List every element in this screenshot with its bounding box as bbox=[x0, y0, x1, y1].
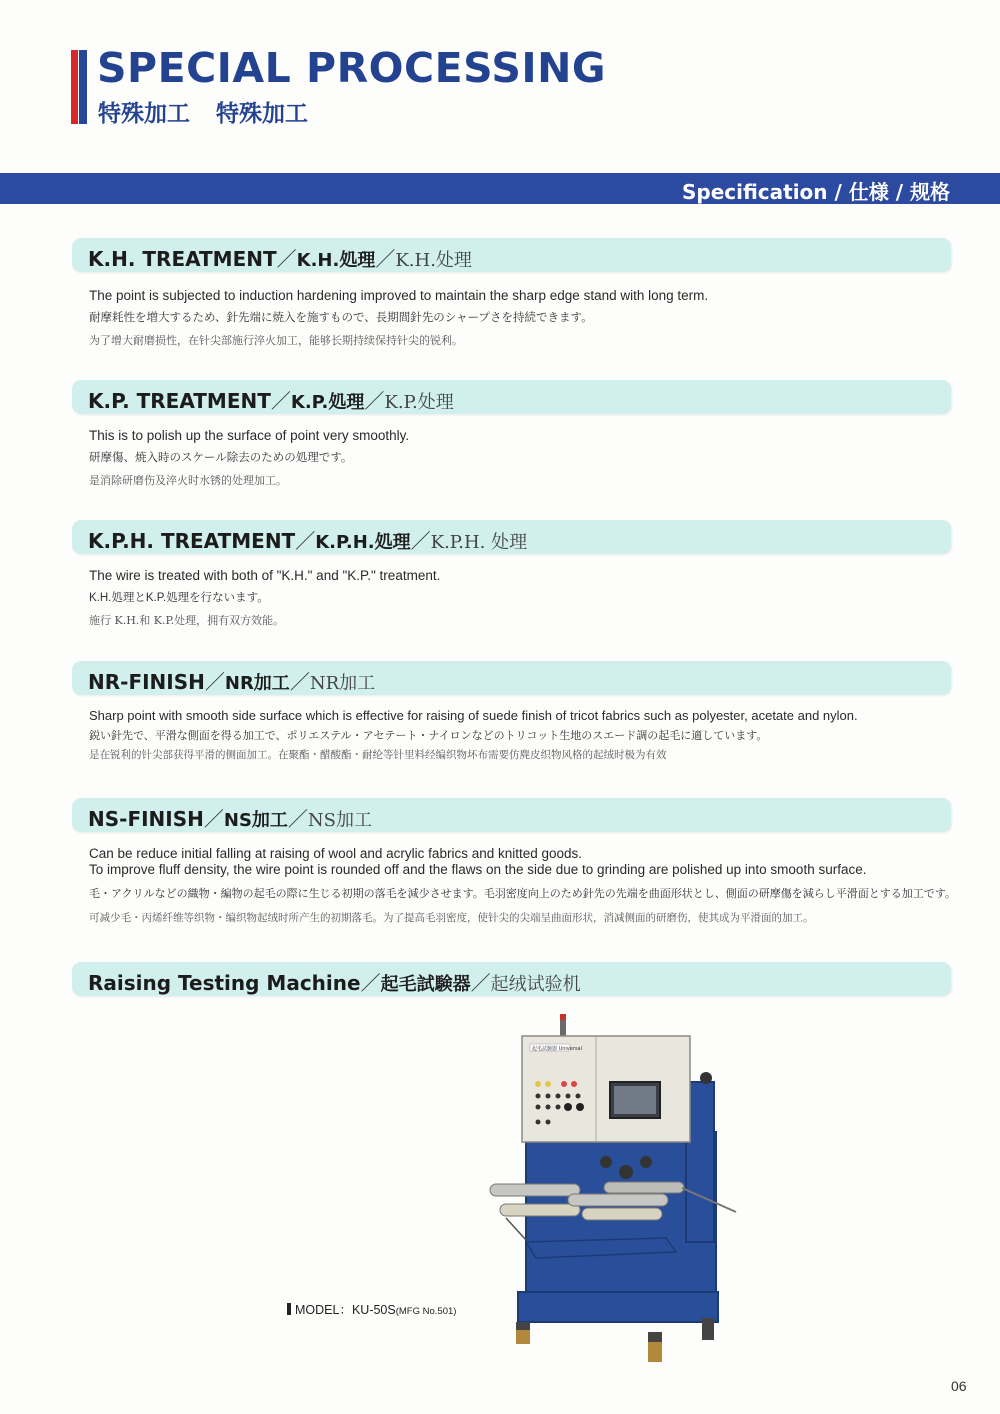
section-title-jp: NR加工 bbox=[224, 673, 290, 694]
section-title: NS-FINISH／NS加工／NS加工 bbox=[88, 807, 372, 831]
caption-marker bbox=[287, 1303, 291, 1315]
section-title-jp: K.P.処理 bbox=[290, 392, 365, 413]
body-text-en: The wire is treated with both of "K.H." and "K.P." treatment. bbox=[89, 568, 441, 583]
specification-band bbox=[0, 173, 1000, 204]
accent-red-stripe bbox=[71, 50, 78, 124]
body-text-jp: 鋭い針先で、平滑な側面を得る加工で、ポリエステル・アセテート・ナイロンなどのトリコット生地のスエード調の起毛に適しています。 bbox=[89, 730, 768, 742]
section-header-ns-finish bbox=[72, 798, 951, 832]
body-text-en: Sharp point with smooth side surface which is effective for raising of suede finish of tricot fabrics such as polyester, acetate and nylon. bbox=[89, 708, 858, 723]
body-text-en: This is to polish up the surface of point very smoothly. bbox=[89, 428, 410, 443]
section-title: NR-FINISH／NR加工／NR加工 bbox=[88, 670, 376, 694]
section-header-kh bbox=[72, 238, 951, 272]
model-caption bbox=[287, 1300, 456, 1318]
section-title-en: NS-FINISH bbox=[88, 807, 204, 831]
subtitle-jp: 特殊加工 bbox=[98, 101, 190, 127]
body-text-en: The point is subjected to induction hardening improved to maintain the sharp edge stand with long term. bbox=[89, 288, 709, 303]
section-body-kp bbox=[89, 428, 959, 488]
section-title-cn: K.P.H. 处理 bbox=[430, 532, 528, 553]
section-body-kh bbox=[89, 288, 959, 348]
body-text-cn: 为了增大耐磨损性，在针尖部施行淬火加工，能够长期持续保持针尖的锐利。 bbox=[89, 334, 463, 347]
model-name: MODEL：KU-50S bbox=[295, 1303, 396, 1317]
body-text-cn: 施行 K.H.和 K.P.处理，拥有双方效能。 bbox=[89, 614, 285, 627]
section-title-en: NR-FINISH bbox=[88, 670, 205, 694]
accent-blue-stripe bbox=[79, 50, 87, 124]
body-text-cn: 是消除研磨伤及淬火时水锈的处理加工。 bbox=[89, 474, 287, 487]
section-body-ns-finish bbox=[89, 846, 959, 926]
section-header-kp bbox=[72, 380, 951, 414]
raising-testing-machine-image bbox=[486, 1012, 744, 1374]
section-title: K.H. TREATMENT／K.H.処理／K.H.处理 bbox=[88, 247, 472, 271]
section-title-cn: NS加工 bbox=[307, 810, 372, 831]
section-header-nr-finish bbox=[72, 661, 951, 695]
section-title-jp: K.P.H.処理 bbox=[315, 532, 411, 553]
title-accent-bar bbox=[71, 50, 87, 124]
section-body-nr-finish bbox=[89, 708, 959, 763]
subtitle-cn: 特殊加工 bbox=[216, 101, 308, 127]
body-text-jp: 毛・アクリルなどの織物・編物の起毛の際に生じる初期の落毛を減少させます。毛羽密度向上のため針先の先端を曲面形状とし、側面の研摩傷を減らし平滑面とする加工です。 bbox=[89, 888, 956, 900]
section-title: Raising Testing Machine／起毛試験器／起绒试验机 bbox=[88, 971, 581, 995]
body-text-jp: 耐摩耗性を増大するため、針先端に焼入を施すもので、長期間針先のシャープさを持続できます。 bbox=[89, 312, 593, 324]
section-title-en: Raising Testing Machine bbox=[88, 971, 361, 995]
body-text-cn: 可减少毛・丙烯纤维等织物・编织物起绒时所产生的初期落毛。为了提高毛羽密度，使针尖的尖端呈曲面形状，消减侧面的研磨伤，使其成为平滑面的加工。 bbox=[89, 912, 814, 924]
section-body-kph bbox=[89, 568, 959, 628]
section-title-jp: K.H.処理 bbox=[296, 250, 376, 271]
body-text-jp: 研摩傷、焼入時のスケール除去のための処理です。 bbox=[89, 452, 353, 464]
body-text-en-2: To improve fluff density, the wire point is rounded off and the flaws on the side due to grinding are polished up into smooth surface. bbox=[89, 862, 867, 877]
model-mfg-number: (MFG No.501) bbox=[395, 1306, 457, 1317]
section-title-en: K.H. TREATMENT bbox=[88, 247, 277, 271]
section-title: K.P.H. TREATMENT／K.P.H.処理／K.P.H. 处理 bbox=[88, 529, 528, 553]
section-header-raising-testing-machine bbox=[72, 962, 951, 996]
body-text-cn: 是在锐利的针尖部获得平滑的侧面加工。在聚酯・醋酸酯・耐纶等针里料经编织物坏布需要仿麂皮织物风格的起绒时极为有效 bbox=[89, 749, 667, 761]
page-subtitle bbox=[98, 95, 308, 128]
section-title-cn: NR加工 bbox=[309, 673, 376, 694]
section-title-cn: K.H.处理 bbox=[395, 250, 472, 271]
panel-label: 起毛試験器 Universal bbox=[532, 1046, 582, 1052]
section-header-kph bbox=[72, 520, 951, 554]
page-title: SPECIAL PROCESSING bbox=[97, 44, 607, 92]
section-title-en: K.P.H. TREATMENT bbox=[88, 529, 296, 553]
body-text-en: Can be reduce initial falling at raising of wool and acrylic fabrics and knitted goods. bbox=[89, 846, 583, 861]
page-number: 06 bbox=[951, 1378, 967, 1394]
section-title-cn: 起绒试验机 bbox=[490, 974, 581, 995]
section-title-en: K.P. TREATMENT bbox=[88, 389, 271, 413]
specification-label: Specification / 仕様 / 规格 bbox=[681, 180, 950, 204]
section-title-jp: 起毛試験器 bbox=[380, 974, 471, 995]
body-text-jp: K.H.処理とK.P.処理を行ないます。 bbox=[89, 592, 269, 604]
section-title-cn: K.P.处理 bbox=[384, 392, 454, 413]
section-title-jp: NS加工 bbox=[223, 810, 288, 831]
caster-wheels bbox=[516, 1318, 714, 1362]
section-title: K.P. TREATMENT／K.P.処理／K.P.处理 bbox=[88, 389, 454, 413]
